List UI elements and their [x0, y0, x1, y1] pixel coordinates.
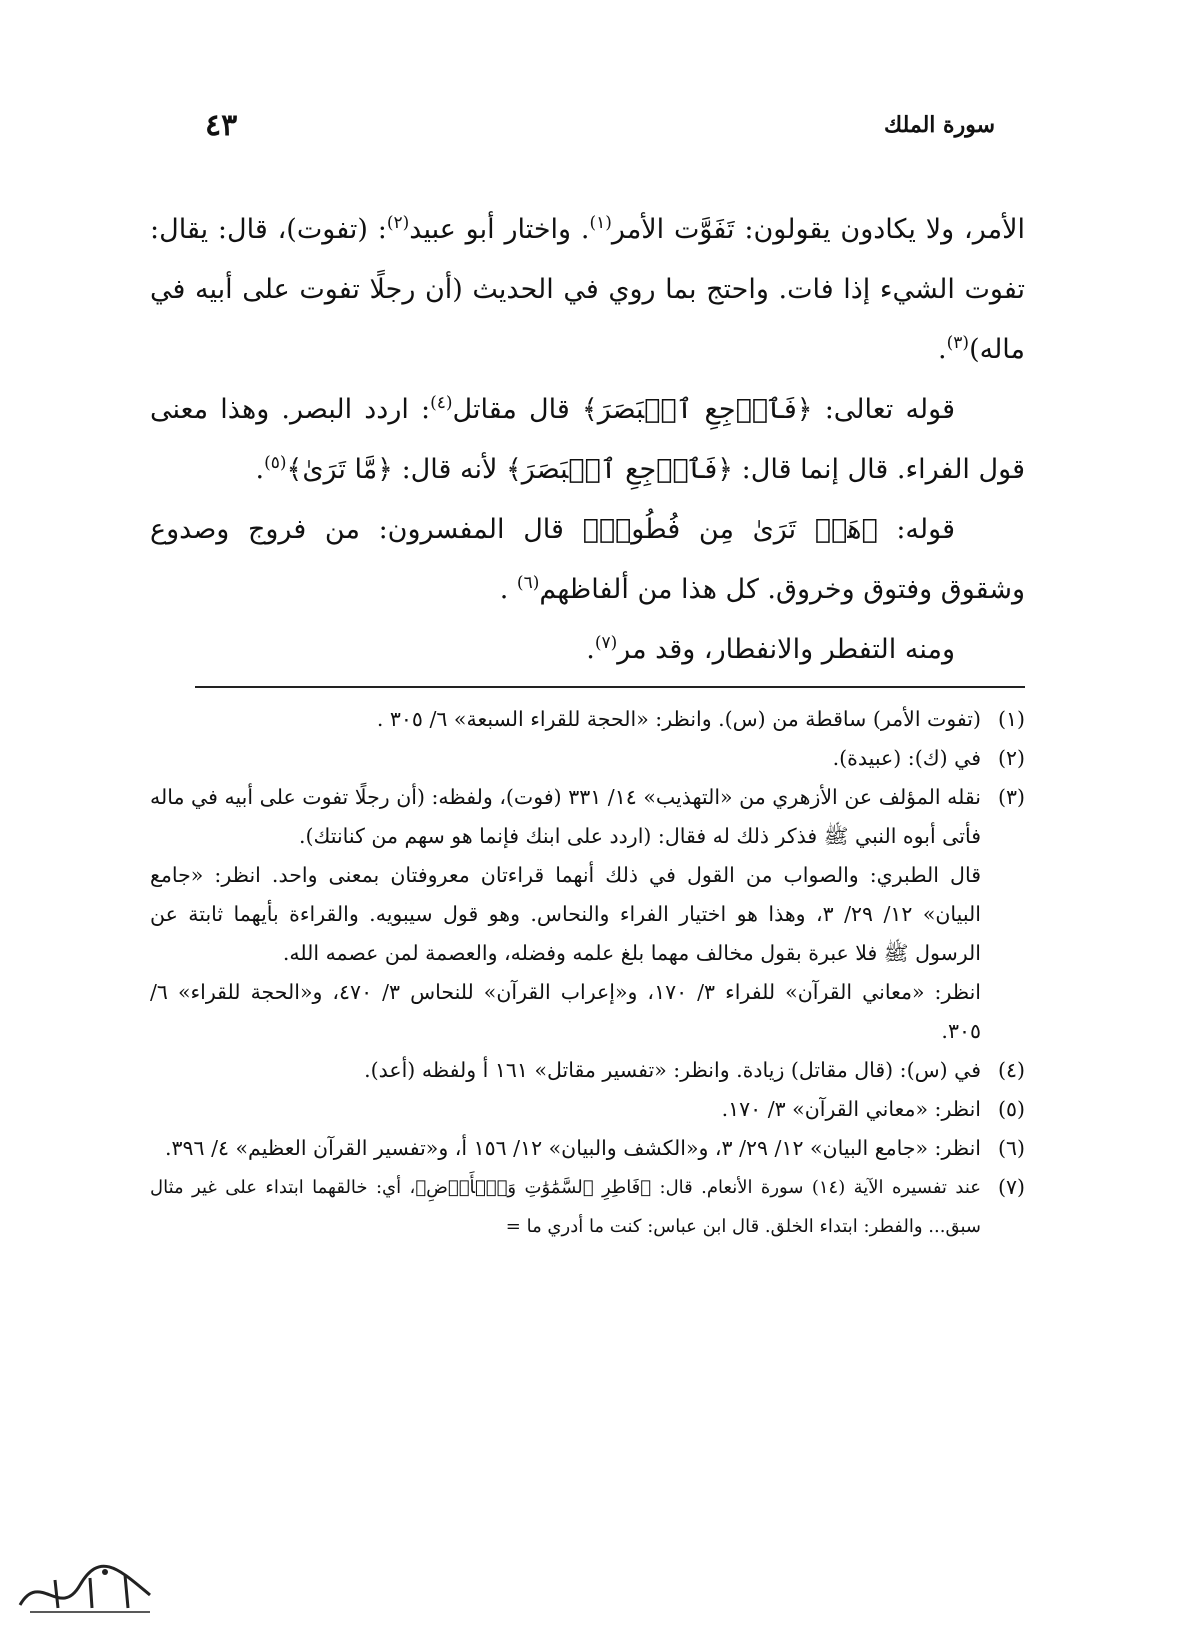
footnote-number: (٧) — [997, 1175, 1025, 1199]
footnote-5 — [150, 1090, 1025, 1129]
text-run: . — [255, 454, 265, 485]
footnote-7 — [150, 1168, 1025, 1246]
footnote-separator — [195, 686, 1025, 688]
footnote-text: انظر: «جامع البيان» ١٢/ ٢٩/ ٣، و«الكشف والبيان» ١٢/ ١٥٦ أ، و«تفسير القرآن العظيم» ٤/ ٣٩٦. — [164, 1136, 981, 1160]
footnote-1 — [150, 700, 1025, 739]
footnote-number: (٤) — [997, 1058, 1025, 1082]
footnote-ref[interactable]: (٧) — [594, 633, 618, 653]
footnote-ref[interactable]: (٥) — [264, 453, 287, 473]
text-run: : (تفوت)، قال: يقال: تفوت الشيء إذا فات. واحتج بما روي في الحديث (أن رجلًا تفوت على أبيه في ماله) — [150, 214, 1025, 365]
footnote-number: (٥) — [997, 1097, 1025, 1121]
footnote-number: (٦) — [997, 1136, 1025, 1160]
footnote-6 — [150, 1129, 1025, 1168]
paragraph-4 — [150, 620, 1025, 680]
footnote-ref[interactable]: (٦) — [516, 573, 540, 593]
text-run: : اردد البصر. وهذا معنى قول الفراء. قال إنما قال: — [150, 394, 1025, 485]
quran-verse: ﴿فَٱرۡجِعِ ٱلۡبَصَرَ﴾ — [581, 394, 813, 425]
quran-verse: ﴿مَّا تَرَىٰ﴾ — [286, 454, 393, 485]
footnote-text: انظر: «معاني القرآن» ٣/ ١٧٠. — [721, 1097, 981, 1121]
footnote-4 — [150, 1051, 1025, 1090]
footnote-text: نقله المؤلف عن الأزهري من «التهذيب» ١٤/ ٣٣١ (فوت)، ولفظه: (أن رجلًا تفوت على أبيه في ماله فأتى أبوه النبي ﷺ فذكر ذلك له فقال: (اردد على ابنك فإنما هو سهم من كنانتك). — [150, 785, 981, 848]
text-run: . واختار أبو عبيد — [409, 214, 590, 245]
text-run: الأمر، ولا يكادون يقولون: — [734, 214, 1025, 245]
main-text — [150, 200, 1025, 680]
text-run: قوله تعالى: — [812, 394, 955, 425]
footnote-number: (٣) — [997, 785, 1025, 809]
quote: تَفَوَّت — [674, 214, 735, 245]
footnote-text: قال الطبري: والصواب من القول في ذلك أنهما قراءتان معروفتان بمعنى واحد. انظر: «جامع البيان» ١٢/ ٢٩/ ٣، وهذا هو اختيار الفراء والنحاس. وهو قول سيبويه. والقراءة بأيهما ثابتة عن الرسول ﷺ فلا عبرة بقول مخالف مهما بلغ علمه وفضله، والعصمة لمن عصمه الله. — [150, 863, 981, 965]
quran-verse: ﴿فَٱرۡجِعِ ٱلۡبَصَرَ﴾ — [505, 454, 734, 485]
text-run: ومنه التفطر والانفطار، وقد مر — [617, 634, 955, 665]
paragraph-3 — [150, 500, 1025, 620]
footnote-text: (تفوت الأمر) ساقطة من (س). وانظر: «الحجة للقراء السبعة» ٦/ ٣٠٥ . — [376, 707, 981, 731]
surah-title: سورة الملك — [884, 112, 995, 138]
paragraph-1 — [150, 200, 1025, 380]
publisher-logo — [10, 1550, 170, 1630]
footnote-ref[interactable]: (١) — [589, 213, 612, 233]
footnote-number: (٢) — [997, 746, 1025, 770]
text-run: الأمر — [611, 214, 674, 245]
footnote-ref[interactable]: (٢) — [386, 213, 410, 233]
text-run: . — [586, 634, 595, 665]
quran-verse: ﴿هَلۡ تَرَىٰ مِن فُطُورٖ﴾ — [582, 514, 878, 545]
page-number: ٤٣ — [205, 108, 238, 143]
footnote-text: في (ك): (عبيدة). — [832, 746, 981, 770]
footnote-3 — [150, 778, 1025, 1051]
text-run: قوله: — [877, 514, 955, 545]
text-run: قال المفسرون: من فروج وصدوع وشقوق وفتوق وخروق. كل هذا من ألفاظهم — [150, 514, 1025, 605]
text-run: قال مقاتل — [452, 394, 582, 425]
footnote-ref[interactable]: (٤) — [430, 393, 453, 413]
text-run: لأنه قال: — [393, 454, 506, 485]
footnote-number: (١) — [997, 707, 1025, 731]
text-run: . — [499, 574, 517, 605]
footnote-text: انظر: «معاني القرآن» للفراء ٣/ ١٧٠، و«إعراب القرآن» للنحاس ٣/ ٤٧٠، و«الحجة للقراء» ٦/ ٣٠٥. — [150, 980, 981, 1043]
footnote-text: عند تفسيره الآية (١٤) سورة الأنعام. قال: ﴿فَاطِرِ ٱلسَّمَٰوَٰتِ وَٱلۡأَرۡضِ﴾، أي: خالقهما ابتداء على غير مثال سبق... والفطر: ابتداء الخلق. قال ابن عباس: كنت ما أدري ما = — [150, 1177, 981, 1237]
footnote-ref[interactable]: (٣) — [946, 333, 970, 353]
paragraph-2 — [150, 380, 1025, 500]
footnote-text: في (س): (قال مقاتل) زيادة. وانظر: «تفسير مقاتل» ١٦١ أ ولفظه (أعد). — [364, 1058, 981, 1082]
footnote-2 — [150, 739, 1025, 778]
page-header — [205, 108, 995, 152]
footnotes — [150, 700, 1025, 1246]
text-run: . — [938, 334, 947, 365]
